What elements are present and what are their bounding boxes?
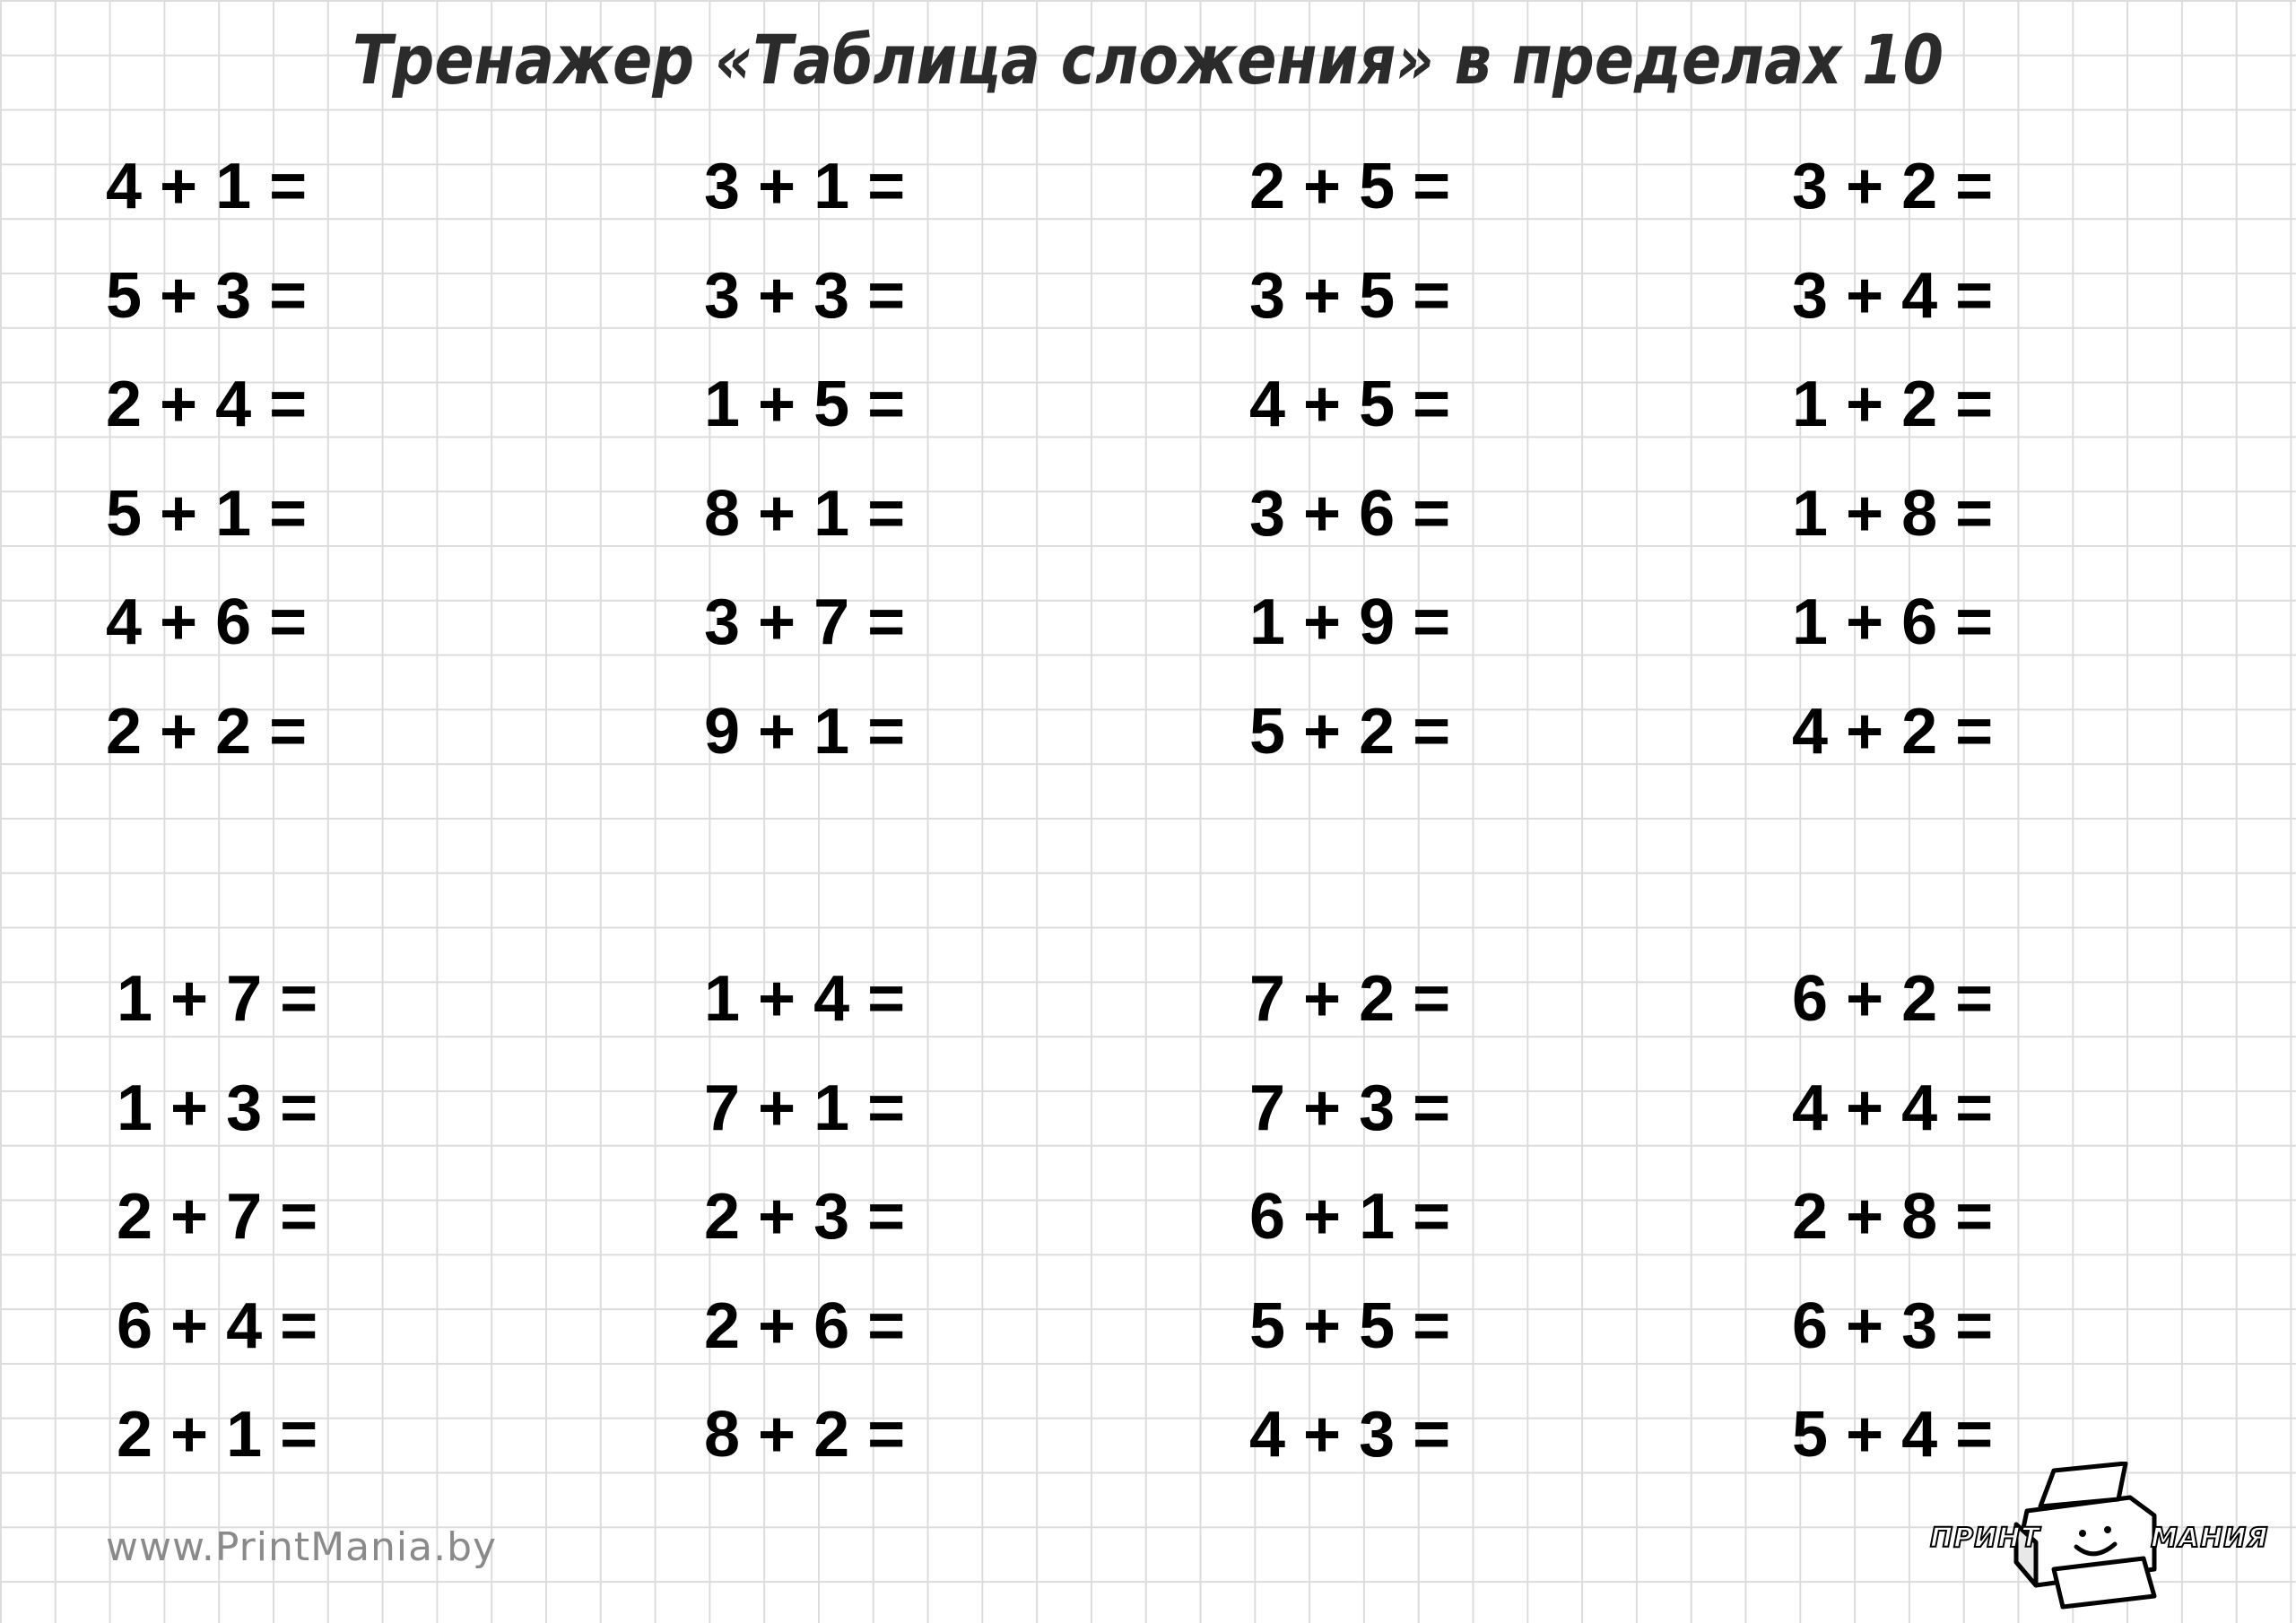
problem-item: 2 + 1 = [117, 1399, 318, 1471]
printmania-logo [1919, 1462, 2269, 1614]
problem-item: 2 + 8 = [1792, 1181, 1994, 1254]
problem-item: 3 + 5 = [1249, 259, 1451, 332]
problem-item: 2 + 6 = [704, 1289, 906, 1362]
footer-url: www.PrintMania.by [106, 1524, 498, 1570]
problem-item: 6 + 1 = [1249, 1181, 1451, 1254]
problem-item: 2 + 3 = [704, 1181, 906, 1254]
problem-item: 1 + 3 = [117, 1072, 318, 1144]
problem-item: 3 + 1 = [704, 151, 906, 222]
problem-item: 2 + 5 = [1249, 151, 1451, 222]
problem-item: 4 + 1 = [106, 151, 308, 222]
problem-item: 6 + 4 = [117, 1289, 318, 1362]
problem-item: 1 + 9 = [1249, 586, 1451, 659]
problem-item: 7 + 2 = [1249, 963, 1451, 1035]
problem-item: 1 + 6 = [1792, 586, 1994, 659]
problem-item: 7 + 1 = [704, 1072, 906, 1144]
problem-item: 5 + 4 = [1792, 1399, 1994, 1471]
problem-item: 1 + 2 = [1792, 369, 1994, 441]
problem-item: 3 + 2 = [1792, 151, 1994, 222]
page-title: Тренажер «Таблица сложения» в пределах 10 [352, 20, 1944, 100]
problem-item: 2 + 7 = [117, 1181, 318, 1254]
problem-item: 3 + 3 = [704, 259, 906, 332]
problem-item: 4 + 2 = [1792, 696, 1994, 768]
problem-item: 4 + 5 = [1249, 369, 1451, 441]
logo-text-right: МАНИЯ [2151, 1523, 2269, 1554]
problem-item: 1 + 4 = [704, 963, 906, 1035]
problem-item: 7 + 3 = [1249, 1072, 1451, 1144]
problem-item: 4 + 3 = [1249, 1399, 1451, 1471]
problem-item: 1 + 5 = [704, 369, 906, 441]
problem-item: 3 + 6 = [1249, 477, 1451, 550]
problem-item: 2 + 2 = [106, 696, 308, 768]
problem-item: 3 + 4 = [1792, 259, 1994, 332]
problem-item: 8 + 2 = [704, 1399, 906, 1471]
logo-text-left: ПРИНТ [1930, 1523, 2040, 1554]
problem-item: 5 + 3 = [106, 259, 308, 332]
problem-item: 5 + 5 = [1249, 1289, 1451, 1362]
problem-item: 9 + 1 = [704, 696, 906, 768]
problem-item: 6 + 2 = [1792, 963, 1994, 1035]
problem-item: 1 + 7 = [117, 963, 318, 1035]
problem-item: 4 + 6 = [106, 586, 308, 659]
problem-item: 3 + 7 = [704, 586, 906, 659]
problem-item: 5 + 2 = [1249, 696, 1451, 768]
problem-item: 8 + 1 = [704, 477, 906, 550]
problem-item: 5 + 1 = [106, 477, 308, 550]
problem-item: 2 + 4 = [106, 369, 308, 441]
problem-item: 1 + 8 = [1792, 477, 1994, 550]
problem-item: 6 + 3 = [1792, 1289, 1994, 1362]
problem-item: 4 + 4 = [1792, 1072, 1994, 1144]
